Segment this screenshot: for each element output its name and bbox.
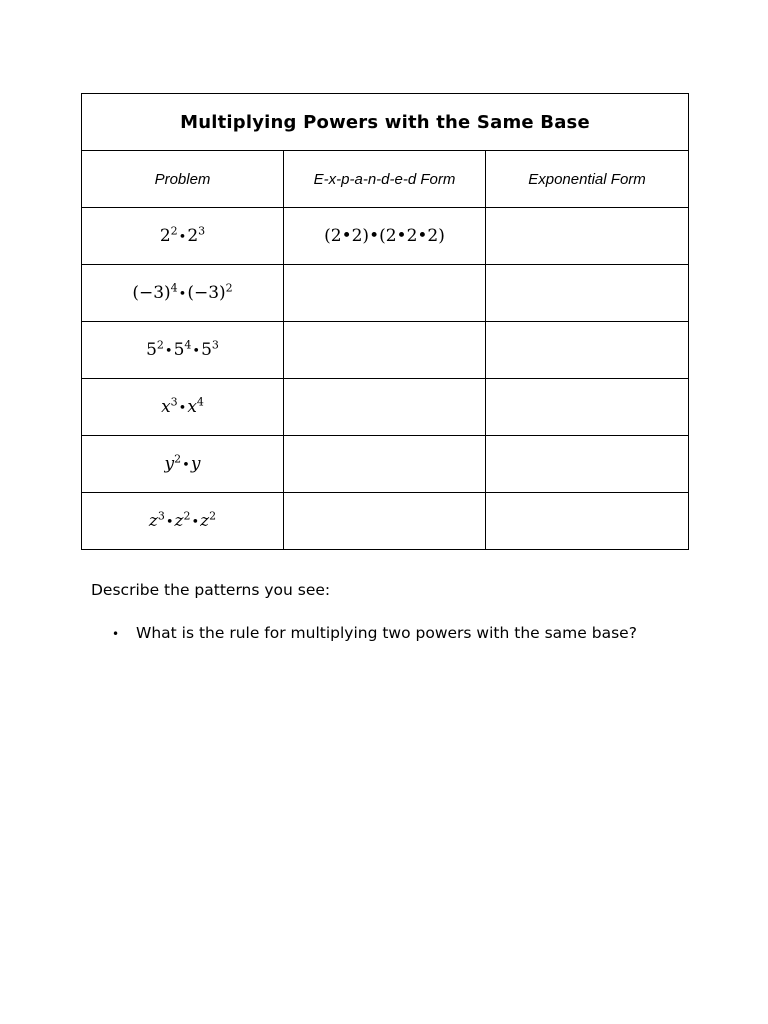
expanded-form-cell[interactable]: (2•2)•(2•2•2) xyxy=(284,208,486,265)
power-base: z xyxy=(174,511,184,531)
table-row xyxy=(82,436,689,493)
header-row xyxy=(82,151,689,208)
table-title: Multiplying Powers with the Same Base xyxy=(82,94,689,151)
expanded-form-cell[interactable] xyxy=(284,436,486,493)
power-base: (−3) xyxy=(132,283,171,303)
problem-cell xyxy=(82,436,284,493)
title-row xyxy=(82,94,689,151)
expanded-form-cell[interactable] xyxy=(284,322,486,379)
power-base: y xyxy=(190,454,201,474)
power-base: z xyxy=(148,511,158,531)
power-exponent: 2 xyxy=(183,509,191,523)
power-base: 2 xyxy=(159,226,171,246)
table-body xyxy=(82,208,689,550)
question-text: What is the rule for multiplying two powers with the same base? xyxy=(136,624,637,642)
power-base: 5 xyxy=(173,340,185,360)
multiply-dot: • xyxy=(178,287,187,302)
table-row xyxy=(82,493,689,550)
multiply-dot: • xyxy=(178,401,187,416)
exponential-form-cell[interactable] xyxy=(486,379,689,436)
problem-cell xyxy=(82,208,284,265)
exponential-form-cell[interactable] xyxy=(486,436,689,493)
table-row xyxy=(82,265,689,322)
multiply-dot: • xyxy=(182,458,190,473)
powers-table xyxy=(81,93,689,550)
power-base: 5 xyxy=(146,340,157,360)
exponential-form-cell[interactable] xyxy=(486,265,689,322)
power-exponent: 2 xyxy=(156,338,164,352)
power-base: (−3) xyxy=(187,283,226,303)
power-base: 5 xyxy=(201,340,212,360)
power-exponent: 4 xyxy=(170,281,178,295)
expanded-form-cell[interactable] xyxy=(284,493,486,550)
header-problem: Problem xyxy=(82,151,284,208)
expanded-form-cell[interactable] xyxy=(284,379,486,436)
expanded-form-cell[interactable] xyxy=(284,265,486,322)
power-exponent: 2 xyxy=(225,281,233,295)
problem-cell xyxy=(82,322,284,379)
exponential-form-cell[interactable] xyxy=(486,208,689,265)
patterns-prompt: Describe the patterns you see: xyxy=(91,581,331,599)
power-exponent: 2 xyxy=(209,509,217,523)
header-exponential-form: Exponential Form xyxy=(486,151,689,208)
multiply-dot: • xyxy=(192,344,201,359)
power-base: x xyxy=(161,397,171,417)
power-exponent: 2 xyxy=(174,452,182,466)
bullet-icon: • xyxy=(112,627,120,641)
question-item xyxy=(91,624,637,642)
power-exponent: 3 xyxy=(211,338,219,352)
multiply-dot: • xyxy=(165,515,174,530)
exponential-form-cell[interactable] xyxy=(486,493,689,550)
table-row xyxy=(82,208,689,265)
power-base: z xyxy=(200,511,210,531)
power-exponent: 4 xyxy=(184,338,192,352)
problem-cell xyxy=(82,265,284,322)
header-expanded-form: E-x-p-a-n-d-e-d Form xyxy=(284,151,486,208)
power-base: 2 xyxy=(187,226,199,246)
table-row xyxy=(82,379,689,436)
power-exponent: 3 xyxy=(170,395,178,409)
problem-cell xyxy=(82,379,284,436)
power-exponent: 2 xyxy=(170,224,178,238)
power-exponent: 3 xyxy=(157,509,165,523)
multiply-dot: • xyxy=(191,515,200,530)
power-exponent: 3 xyxy=(198,224,206,238)
multiply-dot: • xyxy=(164,344,173,359)
power-exponent: 4 xyxy=(196,395,204,409)
power-base: y xyxy=(164,454,175,474)
power-base: x xyxy=(187,397,197,417)
question-list xyxy=(91,624,637,642)
problem-cell xyxy=(82,493,284,550)
exponential-form-cell[interactable] xyxy=(486,322,689,379)
table-row xyxy=(82,322,689,379)
multiply-dot: • xyxy=(178,230,187,245)
